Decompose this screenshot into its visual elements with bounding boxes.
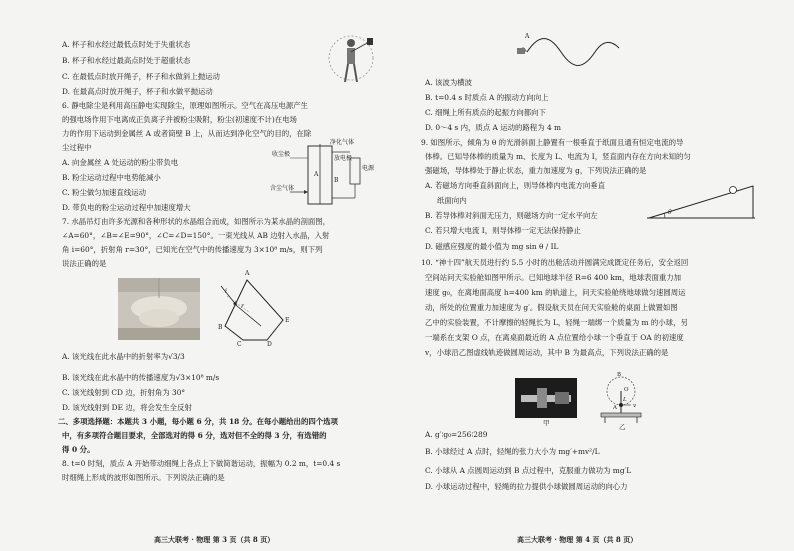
q8-option-d: D. 0～4 s 内，质点 A 运动的路程为 4 m	[425, 123, 561, 132]
angle-r-label: r	[241, 303, 244, 310]
q7-option-b: B. 该光线在此水晶中的传播速度为√3×10⁸ m/s	[62, 373, 220, 382]
section-2-line-1: 二、多项选择题：本题共 3 小题，每小题 6 分，共 18 分。在每小题给出的四个选项	[58, 417, 338, 426]
q10-stem-line-7: v，小球沿乙图虚线轨迹做圆周运动，其中 B 为最高点，下列说法正确的是	[425, 348, 669, 357]
q9-option-a-cont: 纸面向内	[437, 196, 467, 205]
q10-option-d: D. 小球运动过程中，轻绳的拉力提供小球做圆周运动的向心力	[425, 482, 628, 491]
q10-stem-line-6: 一端系在支架 O 点，在离桌面最近的 A 点位置给小球一个垂直于 OA 的初速度	[425, 333, 684, 342]
q6-option-c: C. 粉尘做匀加速直线运动	[62, 188, 146, 197]
angle-i-label: i	[225, 288, 227, 295]
q6-label-a: A	[314, 171, 319, 178]
point-a-label: A	[613, 405, 617, 411]
point-o-label: O	[624, 387, 629, 393]
q8-stem-line-2: 时细绳上形成的波形如图所示。下列说法正确的是	[62, 473, 225, 482]
q6-stem-line-1: 6. 静电除尘是利用高压静电实现除尘，原理如图所示。空气在高压电源产生	[62, 101, 308, 110]
vertex-b-label: B	[218, 324, 223, 331]
q10-stem-line-1: 10. “神十四”航天员进行约 5.5 小时的出舱活动并圆满完成既定任务后，安全返回	[421, 258, 689, 267]
q6-label-clean-air: 净化气体	[330, 139, 355, 146]
q5-option-a: A. 杯子和水经过最低点时处于失重状态	[62, 40, 191, 49]
q6-label-b: B	[334, 177, 339, 184]
q5-option-c: C. 在最低点时放开绳子，杯子和水做斜上抛运动	[62, 72, 220, 81]
chandelier-photo	[118, 278, 200, 340]
q9-stem-line-2: 体棒。已知导体棒的质量为 m、长度为 L、电流为 I，竖直面内存在方向未知的匀	[425, 152, 691, 161]
q7-option-c: C. 该光线射到 CD 边，折射角为 30°	[62, 388, 186, 397]
q9-option-d: D. 磁感应强度的最小值为 mg sin θ / IL	[425, 242, 559, 251]
q6-option-d: D. 带负电的粉尘运动过程中加速度增大	[62, 203, 191, 212]
q10-option-c: C. 小球从 A 点圆周运动到 B 点过程中，克服重力做功为 mg′L	[425, 466, 632, 475]
q10-stem-line-5: 乙中的实验装置，不计摩擦的轻绳长为 L，轻绳一端绑一个质量为 m 的小球，另	[425, 318, 688, 327]
q6-option-b: B. 粉尘运动过程中电势能减小	[62, 173, 161, 182]
page-4	[397, 0, 794, 551]
q9-option-b: B. 若导体棒对斜面无压力，则磁场方向一定水平向左	[425, 211, 598, 220]
section-2-line-3: 得 0 分。	[62, 445, 95, 454]
q6-stem-line-3: 力的作用下运动到金属丝 A 或者筒壁 B 上，从而达到净化空气的目的，在除	[62, 129, 312, 138]
q5-option-b: B. 杯子和水经过最高点时处于超重状态	[62, 56, 191, 65]
q8-point-a-label: A	[525, 33, 530, 40]
q7-option-a: A. 该光线在此水晶中的折射率为√3/3	[62, 352, 185, 361]
q7-stem-line-2: ∠A=60°，∠B=∠E=90°，∠C=∠D=150°。一束光线从 AB 边射入水晶，入射	[62, 231, 330, 240]
q6-label-collector: 收尘极	[272, 151, 291, 158]
vertex-a-label: A	[245, 270, 250, 277]
q10-stem-line-4: 动，所处的位置重力加速度为 g′。假设航天员在问天实验舱的桌面上做置如图	[425, 303, 678, 312]
q6-stem-line-4: 尘过程中	[62, 143, 92, 152]
q8-option-c: C. 细绳上所有质点的起振方向都向下	[425, 108, 546, 117]
vertex-d-label: D	[267, 341, 272, 348]
space-station-photo	[515, 378, 577, 418]
page-footer-left: 高三大联考 · 物理 第 3 页（共 8 页）	[154, 535, 275, 544]
length-l-label: L	[623, 397, 627, 403]
q7-option-d: D. 该光线射到 DE 边，将会发生全反射	[62, 403, 192, 412]
q9-option-c: C. 若只增大电流 I，则导体棒一定无法保持静止	[425, 226, 581, 235]
q9-stem-line-3: 强磁场，导体棒处于静止状态，重力加速度为 g，下列说法正确的是	[425, 166, 647, 175]
q6-label-power: 电源	[362, 165, 375, 172]
q10-stem-line-2: 空间站问天实验舱如图甲所示。已知地球半径 R=6 400 km，地球表面重力加	[425, 273, 682, 282]
figure-yi-caption: 乙	[619, 423, 626, 431]
q6-figure	[270, 140, 380, 210]
velocity-v-label: v	[633, 403, 637, 409]
q6-option-a: A. 向金属丝 A 处运动的粉尘带负电	[62, 158, 179, 167]
point-b-label: B	[617, 372, 622, 378]
q9-option-a: A. 若磁场方向垂直斜面向上，则导体棒内电流方向垂直	[425, 181, 606, 190]
q10-apparatus-figure	[597, 365, 647, 423]
q10-option-a: A. g′∶g₀=256∶289	[425, 430, 488, 439]
q6-stem-line-2: 的强电场作用下电离成正负离子并被粉尘吸附，粉尘(初速度不计)在电场	[62, 115, 297, 124]
q7-stem-line-1: 7. 水晶吊灯由许多光源和各种形状的水晶组合而成，如图所示为某水晶的剖面图，	[62, 217, 331, 226]
q5-option-d: D. 在最高点时放开绳子，杯子和水做平抛运动	[62, 87, 213, 96]
vertex-c-label: C	[237, 341, 242, 348]
section-2-line-2: 中，有多项符合题目要求，全部选对的得 6 分，选对但不全的得 3 分，有选错的	[62, 431, 327, 440]
q9-incline-figure	[647, 182, 757, 222]
q10-option-b: B. 小球经过 A 点时，轻绳的张力大小为 mg′+mv²/L	[425, 447, 600, 456]
q8-option-b: B. t=0.4 s 时质点 A 的振动方向向上	[425, 93, 549, 102]
q7-stem-line-3: 角 i=60°，折射角 r=30°，已知光在空气中的传播速度为 3×10⁸ m/s，则下列	[62, 245, 323, 254]
angle-theta-label: θ	[668, 209, 672, 216]
q7-stem-line-4: 说法正确的是	[62, 259, 107, 268]
q6-label-dusty-air: 含尘气体	[270, 185, 295, 192]
figure-jia-caption: 甲	[543, 419, 550, 427]
q8-option-a: A. 该波为横波	[425, 78, 472, 87]
q10-stem-line-3: 速度 g₀，在离地面高度 h=400 km 的轨道上，问天实验舱绕地球做匀速圆周运	[425, 288, 686, 297]
q5-figure	[325, 30, 377, 90]
page-footer-right: 高三大联考 · 物理 第 4 页（共 8 页）	[517, 535, 638, 544]
q8-stem-line-1: 8. t=0 时刻，质点 A 开始带动细绳上各点上下做简谐运动，振幅为 0.2 m，t=0.4 s	[62, 459, 341, 468]
q8-wave-figure	[517, 30, 627, 70]
q9-stem-line-1: 9. 如图所示，倾角为 θ 的光滑斜面上静置有一根垂直于纸面且通有恒定电流的导	[421, 138, 684, 147]
q7-crystal-figure	[215, 272, 295, 352]
q6-label-discharge: 放电极	[334, 155, 353, 162]
vertex-e-label: E	[285, 317, 290, 324]
